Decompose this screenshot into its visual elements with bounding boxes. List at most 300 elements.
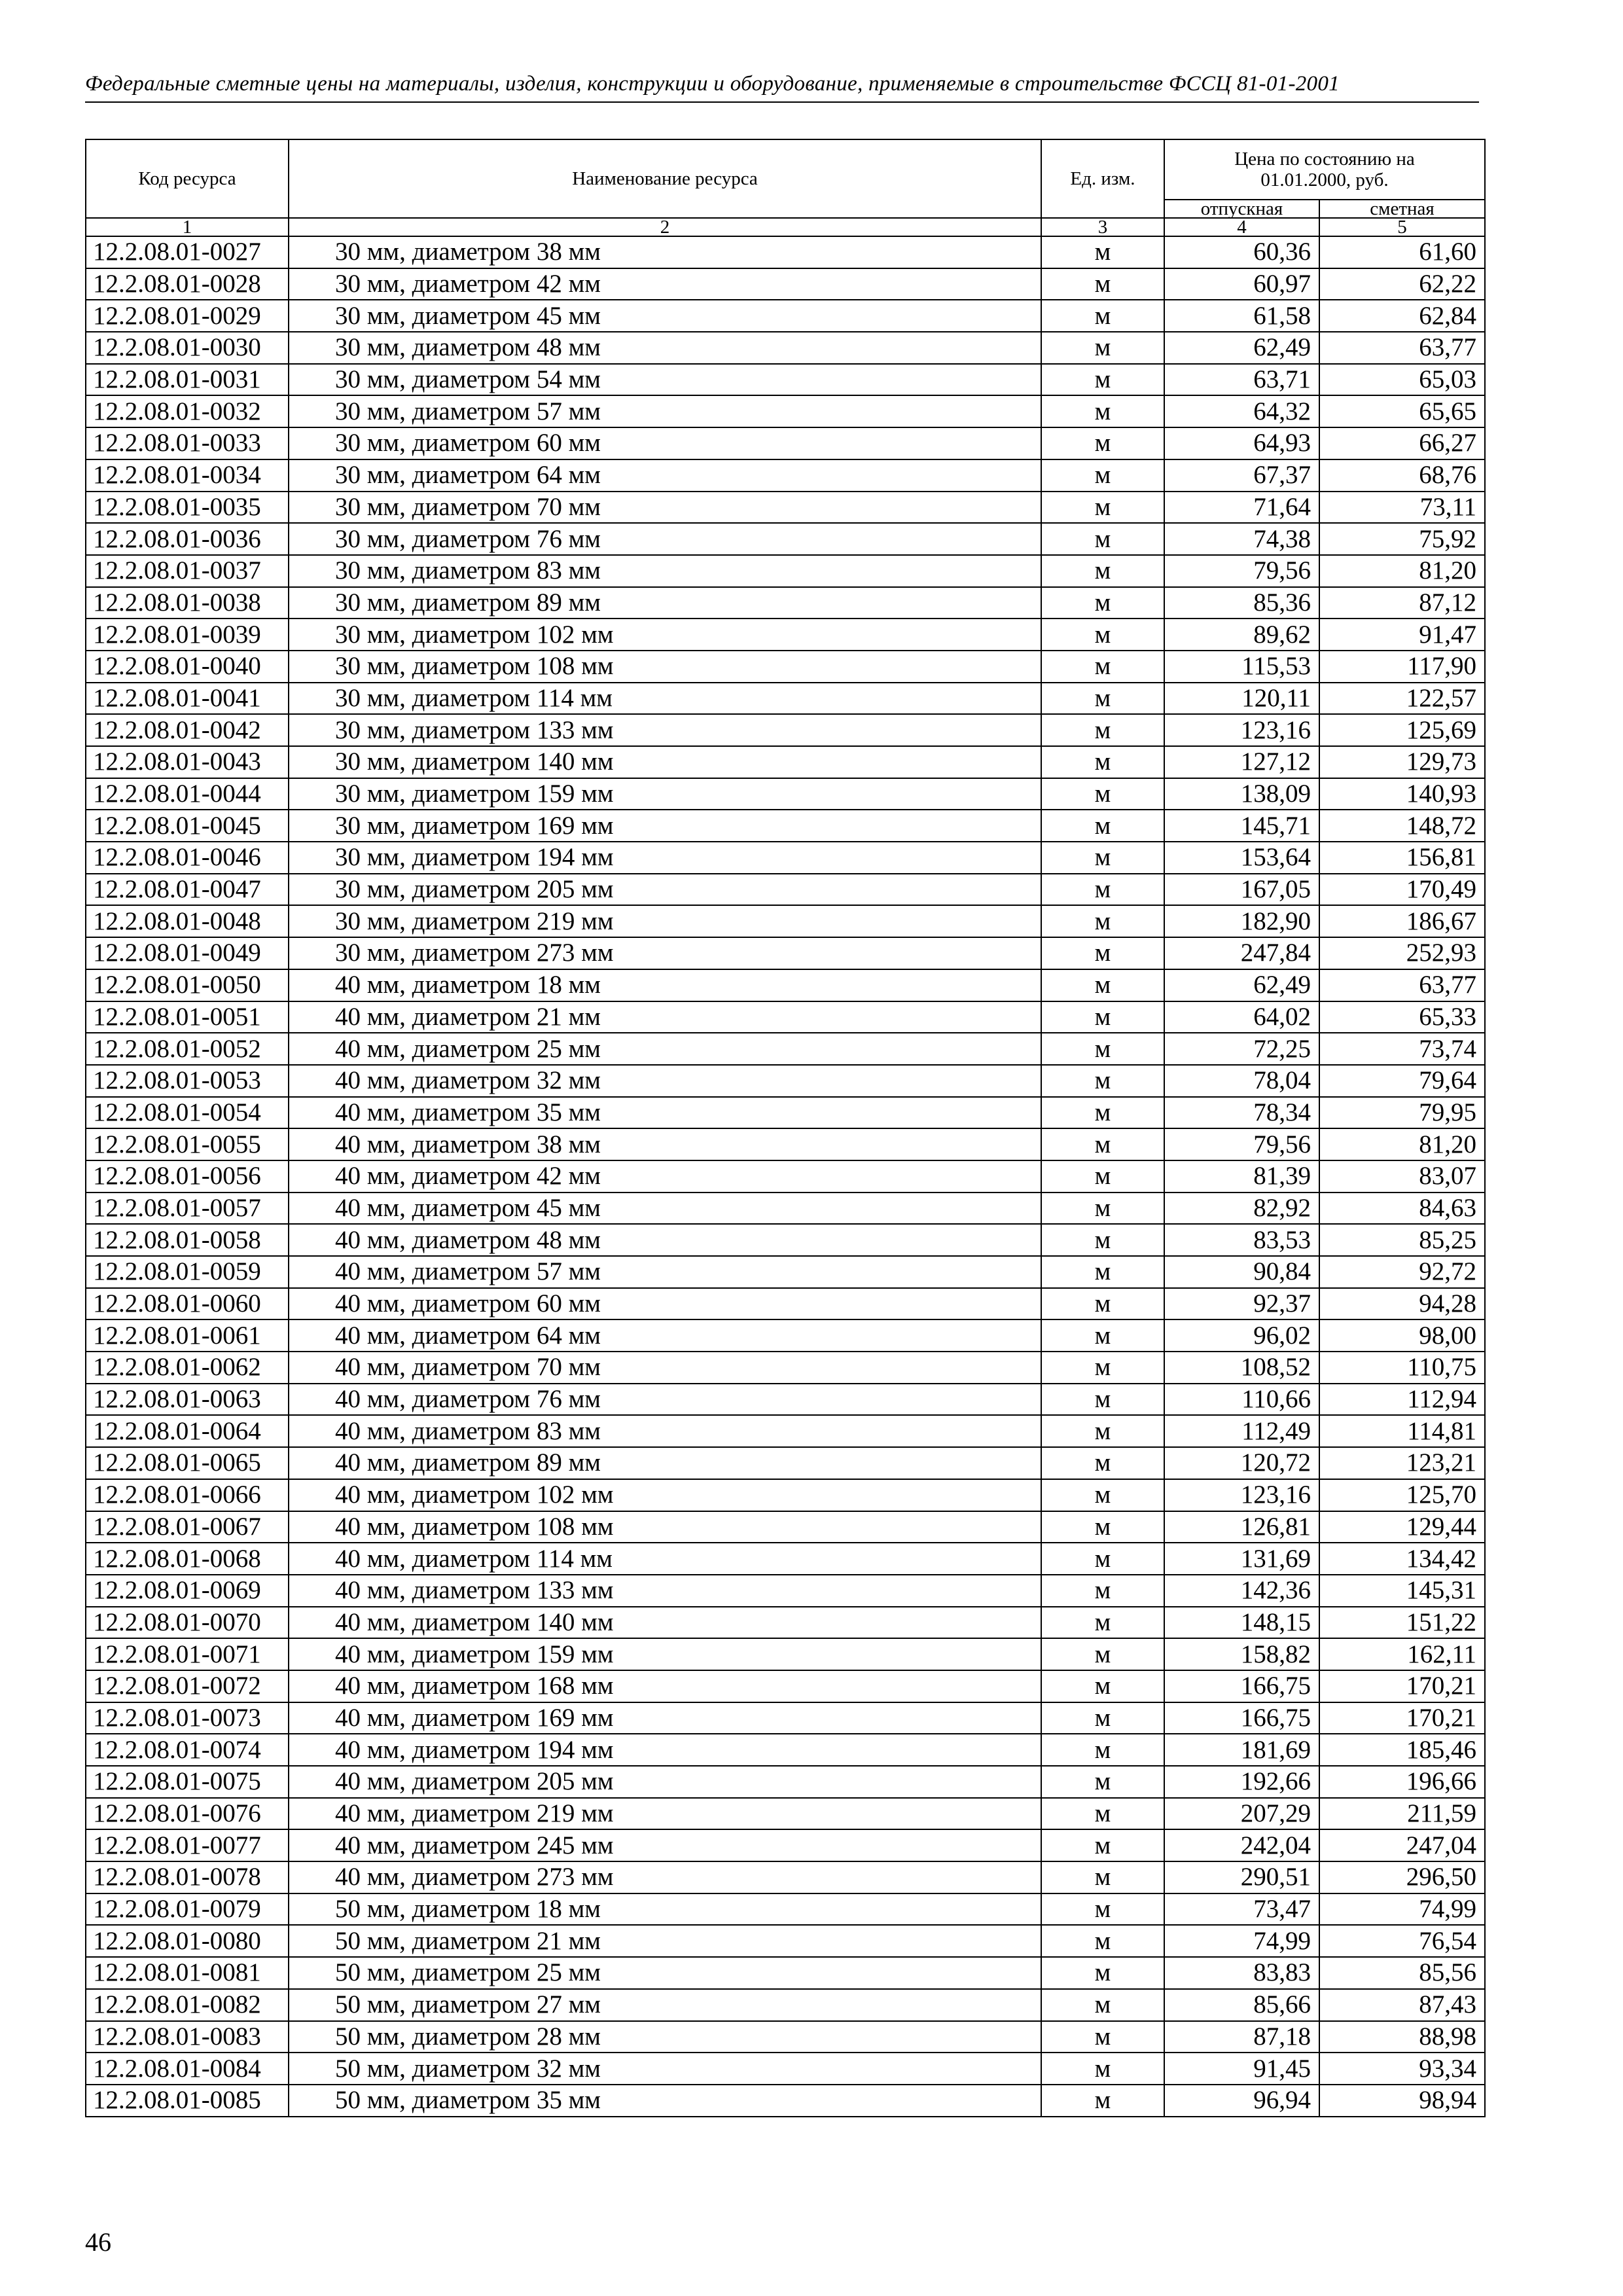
cell-release-price: 192,66 (1164, 1766, 1319, 1798)
cell-estimate-price: 125,70 (1319, 1479, 1485, 1511)
cell-name: 40 мм, диаметром 21 мм (289, 1001, 1041, 1033)
cell-estimate-price: 170,21 (1319, 1702, 1485, 1734)
cell-unit: м (1041, 1160, 1164, 1193)
cell-code: 12.2.08.01-0080 (86, 1925, 289, 1957)
cell-release-price: 85,66 (1164, 1989, 1319, 2021)
cell-estimate-price: 63,77 (1319, 969, 1485, 1001)
cell-name: 30 мм, диаметром 45 мм (289, 300, 1041, 332)
cell-estimate-price: 91,47 (1319, 619, 1485, 651)
cell-estimate-price: 186,67 (1319, 905, 1485, 937)
cell-estimate-price: 85,25 (1319, 1224, 1485, 1256)
cell-name: 40 мм, диаметром 169 мм (289, 1702, 1041, 1734)
cell-release-price: 64,93 (1164, 427, 1319, 459)
header-unit: Ед. изм. (1041, 139, 1164, 218)
cell-release-price: 67,37 (1164, 459, 1319, 492)
cell-unit: м (1041, 1829, 1164, 1861)
cell-estimate-price: 87,12 (1319, 587, 1485, 619)
cell-release-price: 290,51 (1164, 1861, 1319, 1893)
cell-code: 12.2.08.01-0037 (86, 555, 289, 587)
cell-name: 40 мм, диаметром 48 мм (289, 1224, 1041, 1256)
table-row (86, 236, 1485, 268)
cell-code: 12.2.08.01-0071 (86, 1638, 289, 1670)
table-row (86, 1128, 1485, 1160)
cell-release-price: 148,15 (1164, 1607, 1319, 1639)
cell-name: 30 мм, диаметром 54 мм (289, 364, 1041, 396)
column-number: 1 (86, 218, 289, 236)
cell-code: 12.2.08.01-0079 (86, 1893, 289, 1926)
table-row (86, 2021, 1485, 2053)
cell-release-price: 72,25 (1164, 1033, 1319, 1065)
cell-code: 12.2.08.01-0045 (86, 810, 289, 842)
cell-name: 40 мм, диаметром 38 мм (289, 1128, 1041, 1160)
cell-code: 12.2.08.01-0052 (86, 1033, 289, 1065)
column-number: 3 (1041, 218, 1164, 236)
cell-unit: м (1041, 1352, 1164, 1384)
table-row (86, 746, 1485, 778)
cell-unit: м (1041, 1384, 1164, 1416)
cell-name: 40 мм, диаметром 273 мм (289, 1861, 1041, 1893)
cell-estimate-price: 129,73 (1319, 746, 1485, 778)
cell-release-price: 90,84 (1164, 1256, 1319, 1288)
cell-release-price: 153,64 (1164, 842, 1319, 874)
cell-name: 30 мм, диаметром 38 мм (289, 236, 1041, 268)
cell-code: 12.2.08.01-0055 (86, 1128, 289, 1160)
header-estimate-price: сметная (1319, 200, 1485, 218)
cell-estimate-price: 62,22 (1319, 268, 1485, 300)
cell-code: 12.2.08.01-0065 (86, 1447, 289, 1479)
cell-release-price: 166,75 (1164, 1670, 1319, 1702)
cell-name: 40 мм, диаметром 32 мм (289, 1065, 1041, 1097)
table-row (86, 1193, 1485, 1225)
cell-name: 50 мм, диаметром 18 мм (289, 1893, 1041, 1926)
table-row (86, 1638, 1485, 1670)
cell-name: 30 мм, диаметром 102 мм (289, 619, 1041, 651)
table-row (86, 1925, 1485, 1957)
cell-name: 30 мм, диаметром 60 мм (289, 427, 1041, 459)
table-row (86, 1511, 1485, 1543)
cell-estimate-price: 123,21 (1319, 1447, 1485, 1479)
table-row (86, 683, 1485, 715)
cell-estimate-price: 122,57 (1319, 683, 1485, 715)
cell-unit: м (1041, 714, 1164, 746)
table-row (86, 1479, 1485, 1511)
cell-code: 12.2.08.01-0062 (86, 1352, 289, 1384)
cell-release-price: 120,72 (1164, 1447, 1319, 1479)
cell-release-price: 166,75 (1164, 1702, 1319, 1734)
cell-name: 40 мм, диаметром 76 мм (289, 1384, 1041, 1416)
table-row (86, 1575, 1485, 1607)
cell-unit: м (1041, 1670, 1164, 1702)
cell-unit: м (1041, 1447, 1164, 1479)
cell-name: 40 мм, диаметром 140 мм (289, 1607, 1041, 1639)
cell-unit: м (1041, 1798, 1164, 1830)
cell-unit: м (1041, 905, 1164, 937)
cell-name: 40 мм, диаметром 102 мм (289, 1479, 1041, 1511)
cell-unit: м (1041, 842, 1164, 874)
table-row (86, 1160, 1485, 1193)
cell-unit: м (1041, 459, 1164, 492)
cell-code: 12.2.08.01-0081 (86, 1957, 289, 1989)
cell-estimate-price: 140,93 (1319, 778, 1485, 810)
cell-release-price: 145,71 (1164, 810, 1319, 842)
cell-code: 12.2.08.01-0084 (86, 2053, 289, 2085)
table-body (86, 236, 1485, 2117)
cell-estimate-price: 252,93 (1319, 937, 1485, 969)
cell-estimate-price: 98,00 (1319, 1319, 1485, 1352)
table-row (86, 619, 1485, 651)
cell-release-price: 61,58 (1164, 300, 1319, 332)
cell-unit: м (1041, 1415, 1164, 1447)
table-row (86, 1861, 1485, 1893)
cell-unit: м (1041, 1097, 1164, 1129)
table-row (86, 364, 1485, 396)
cell-unit: м (1041, 523, 1164, 555)
cell-name: 50 мм, диаметром 32 мм (289, 2053, 1041, 2085)
table-row (86, 1702, 1485, 1734)
cell-release-price: 142,36 (1164, 1575, 1319, 1607)
cell-code: 12.2.08.01-0032 (86, 395, 289, 427)
cell-estimate-price: 98,94 (1319, 2085, 1485, 2117)
cell-code: 12.2.08.01-0039 (86, 619, 289, 651)
cell-name: 30 мм, диаметром 48 мм (289, 332, 1041, 364)
cell-name: 40 мм, диаметром 245 мм (289, 1829, 1041, 1861)
cell-release-price: 79,56 (1164, 555, 1319, 587)
cell-name: 40 мм, диаметром 60 мм (289, 1288, 1041, 1320)
cell-estimate-price: 247,04 (1319, 1829, 1485, 1861)
cell-name: 30 мм, диаметром 64 мм (289, 459, 1041, 492)
cell-estimate-price: 73,74 (1319, 1033, 1485, 1065)
table-row (86, 1543, 1485, 1575)
cell-release-price: 60,97 (1164, 268, 1319, 300)
cell-release-price: 83,53 (1164, 1224, 1319, 1256)
cell-unit: м (1041, 1288, 1164, 1320)
cell-code: 12.2.08.01-0031 (86, 364, 289, 396)
cell-unit: м (1041, 746, 1164, 778)
table-row (86, 714, 1485, 746)
cell-release-price: 181,69 (1164, 1734, 1319, 1766)
cell-unit: м (1041, 1957, 1164, 1989)
cell-release-price: 73,47 (1164, 1893, 1319, 1926)
cell-unit: м (1041, 1193, 1164, 1225)
cell-estimate-price: 92,72 (1319, 1256, 1485, 1288)
cell-release-price: 167,05 (1164, 874, 1319, 906)
cell-release-price: 74,99 (1164, 1925, 1319, 1957)
cell-name: 30 мм, диаметром 205 мм (289, 874, 1041, 906)
table-row (86, 1670, 1485, 1702)
table-row (86, 1415, 1485, 1447)
cell-unit: м (1041, 2021, 1164, 2053)
cell-unit: м (1041, 1989, 1164, 2021)
cell-estimate-price: 75,92 (1319, 523, 1485, 555)
table-row (86, 1319, 1485, 1352)
cell-name: 30 мм, диаметром 83 мм (289, 555, 1041, 587)
cell-estimate-price: 145,31 (1319, 1575, 1485, 1607)
cell-unit: м (1041, 683, 1164, 715)
cell-estimate-price: 94,28 (1319, 1288, 1485, 1320)
cell-release-price: 242,04 (1164, 1829, 1319, 1861)
cell-name: 40 мм, диаметром 57 мм (289, 1256, 1041, 1288)
cell-estimate-price: 74,99 (1319, 1893, 1485, 1926)
cell-estimate-price: 68,76 (1319, 459, 1485, 492)
cell-name: 30 мм, диаметром 219 мм (289, 905, 1041, 937)
table-row (86, 332, 1485, 364)
cell-estimate-price: 196,66 (1319, 1766, 1485, 1798)
cell-estimate-price: 88,98 (1319, 2021, 1485, 2053)
cell-unit: м (1041, 2053, 1164, 2085)
cell-release-price: 89,62 (1164, 619, 1319, 651)
cell-code: 12.2.08.01-0069 (86, 1575, 289, 1607)
cell-name: 30 мм, диаметром 42 мм (289, 268, 1041, 300)
table-row (86, 1829, 1485, 1861)
cell-estimate-price: 81,20 (1319, 1128, 1485, 1160)
cell-code: 12.2.08.01-0083 (86, 2021, 289, 2053)
cell-code: 12.2.08.01-0047 (86, 874, 289, 906)
cell-estimate-price: 134,42 (1319, 1543, 1485, 1575)
cell-code: 12.2.08.01-0044 (86, 778, 289, 810)
cell-name: 40 мм, диаметром 108 мм (289, 1511, 1041, 1543)
table-row (86, 1734, 1485, 1766)
cell-release-price: 64,02 (1164, 1001, 1319, 1033)
cell-code: 12.2.08.01-0053 (86, 1065, 289, 1097)
cell-name: 30 мм, диаметром 194 мм (289, 842, 1041, 874)
cell-code: 12.2.08.01-0033 (86, 427, 289, 459)
cell-name: 50 мм, диаметром 35 мм (289, 2085, 1041, 2117)
cell-name: 30 мм, диаметром 169 мм (289, 810, 1041, 842)
cell-unit: м (1041, 619, 1164, 651)
cell-estimate-price: 148,72 (1319, 810, 1485, 842)
cell-code: 12.2.08.01-0074 (86, 1734, 289, 1766)
cell-name: 40 мм, диаметром 219 мм (289, 1798, 1041, 1830)
table-row (86, 1065, 1485, 1097)
cell-code: 12.2.08.01-0030 (86, 332, 289, 364)
cell-estimate-price: 162,11 (1319, 1638, 1485, 1670)
cell-unit: м (1041, 1702, 1164, 1734)
cell-name: 30 мм, диаметром 89 мм (289, 587, 1041, 619)
table-row (86, 492, 1485, 524)
cell-name: 40 мм, диаметром 83 мм (289, 1415, 1041, 1447)
cell-code: 12.2.08.01-0051 (86, 1001, 289, 1033)
cell-estimate-price: 93,34 (1319, 2053, 1485, 2085)
cell-unit: м (1041, 778, 1164, 810)
table-row (86, 2085, 1485, 2117)
table-row (86, 427, 1485, 459)
cell-unit: м (1041, 492, 1164, 524)
table-row (86, 1001, 1485, 1033)
cell-release-price: 74,38 (1164, 523, 1319, 555)
cell-code: 12.2.08.01-0060 (86, 1288, 289, 1320)
cell-code: 12.2.08.01-0070 (86, 1607, 289, 1639)
cell-unit: м (1041, 810, 1164, 842)
cell-unit: м (1041, 1766, 1164, 1798)
cell-name: 30 мм, диаметром 133 мм (289, 714, 1041, 746)
cell-estimate-price: 79,64 (1319, 1065, 1485, 1097)
cell-estimate-price: 83,07 (1319, 1160, 1485, 1193)
cell-estimate-price: 66,27 (1319, 427, 1485, 459)
cell-release-price: 62,49 (1164, 332, 1319, 364)
cell-release-price: 247,84 (1164, 937, 1319, 969)
cell-code: 12.2.08.01-0028 (86, 268, 289, 300)
cell-unit: м (1041, 1256, 1164, 1288)
table-row (86, 842, 1485, 874)
cell-name: 40 мм, диаметром 133 мм (289, 1575, 1041, 1607)
cell-unit: м (1041, 1224, 1164, 1256)
cell-name: 30 мм, диаметром 140 мм (289, 746, 1041, 778)
cell-code: 12.2.08.01-0067 (86, 1511, 289, 1543)
cell-estimate-price: 125,69 (1319, 714, 1485, 746)
cell-code: 12.2.08.01-0041 (86, 683, 289, 715)
cell-estimate-price: 114,81 (1319, 1415, 1485, 1447)
cell-unit: м (1041, 332, 1164, 364)
table-row (86, 937, 1485, 969)
column-number: 2 (289, 218, 1041, 236)
cell-name: 40 мм, диаметром 89 мм (289, 1447, 1041, 1479)
cell-unit: м (1041, 1319, 1164, 1352)
cell-name: 40 мм, диаметром 64 мм (289, 1319, 1041, 1352)
cell-release-price: 207,29 (1164, 1798, 1319, 1830)
cell-unit: м (1041, 937, 1164, 969)
table-row (86, 874, 1485, 906)
cell-code: 12.2.08.01-0077 (86, 1829, 289, 1861)
cell-unit: м (1041, 1033, 1164, 1065)
cell-code: 12.2.08.01-0059 (86, 1256, 289, 1288)
cell-code: 12.2.08.01-0029 (86, 300, 289, 332)
cell-estimate-price: 156,81 (1319, 842, 1485, 874)
cell-name: 30 мм, диаметром 159 мм (289, 778, 1041, 810)
column-number: 4 (1164, 218, 1319, 236)
cell-code: 12.2.08.01-0082 (86, 1989, 289, 2021)
cell-name: 30 мм, диаметром 108 мм (289, 651, 1041, 683)
cell-code: 12.2.08.01-0054 (86, 1097, 289, 1129)
table-row (86, 1384, 1485, 1416)
cell-unit: м (1041, 969, 1164, 1001)
cell-estimate-price: 87,43 (1319, 1989, 1485, 2021)
cell-release-price: 96,94 (1164, 2085, 1319, 2117)
cell-code: 12.2.08.01-0068 (86, 1543, 289, 1575)
cell-code: 12.2.08.01-0076 (86, 1798, 289, 1830)
cell-release-price: 63,71 (1164, 364, 1319, 396)
cell-estimate-price: 117,90 (1319, 651, 1485, 683)
cell-estimate-price: 170,49 (1319, 874, 1485, 906)
cell-code: 12.2.08.01-0040 (86, 651, 289, 683)
cell-release-price: 126,81 (1164, 1511, 1319, 1543)
cell-name: 30 мм, диаметром 57 мм (289, 395, 1041, 427)
cell-release-price: 60,36 (1164, 236, 1319, 268)
cell-name: 50 мм, диаметром 27 мм (289, 1989, 1041, 2021)
column-number: 5 (1319, 218, 1485, 236)
cell-unit: м (1041, 587, 1164, 619)
table-row (86, 1957, 1485, 1989)
table-row (86, 1893, 1485, 1926)
cell-unit: м (1041, 555, 1164, 587)
cell-unit: м (1041, 1065, 1164, 1097)
table-row (86, 1224, 1485, 1256)
cell-estimate-price: 170,21 (1319, 1670, 1485, 1702)
header-name: Наименование ресурса (289, 139, 1041, 218)
cell-unit: м (1041, 651, 1164, 683)
table-row (86, 523, 1485, 555)
table-row (86, 395, 1485, 427)
table-row (86, 1256, 1485, 1288)
cell-estimate-price: 61,60 (1319, 236, 1485, 268)
cell-code: 12.2.08.01-0066 (86, 1479, 289, 1511)
cell-release-price: 112,49 (1164, 1415, 1319, 1447)
cell-unit: м (1041, 268, 1164, 300)
cell-code: 12.2.08.01-0027 (86, 236, 289, 268)
cell-release-price: 78,04 (1164, 1065, 1319, 1097)
cell-release-price: 127,12 (1164, 746, 1319, 778)
cell-code: 12.2.08.01-0038 (86, 587, 289, 619)
table-row (86, 969, 1485, 1001)
table-row (86, 2053, 1485, 2085)
cell-name: 30 мм, диаметром 76 мм (289, 523, 1041, 555)
table-row (86, 1033, 1485, 1065)
cell-estimate-price: 79,95 (1319, 1097, 1485, 1129)
cell-estimate-price: 129,44 (1319, 1511, 1485, 1543)
cell-unit: м (1041, 2085, 1164, 2117)
cell-code: 12.2.08.01-0072 (86, 1670, 289, 1702)
cell-release-price: 79,56 (1164, 1128, 1319, 1160)
cell-code: 12.2.08.01-0064 (86, 1415, 289, 1447)
cell-release-price: 78,34 (1164, 1097, 1319, 1129)
cell-release-price: 110,66 (1164, 1384, 1319, 1416)
cell-release-price: 108,52 (1164, 1352, 1319, 1384)
cell-code: 12.2.08.01-0049 (86, 937, 289, 969)
cell-unit: м (1041, 1861, 1164, 1893)
cell-unit: м (1041, 1479, 1164, 1511)
cell-code: 12.2.08.01-0050 (86, 969, 289, 1001)
cell-name: 40 мм, диаметром 25 мм (289, 1033, 1041, 1065)
cell-name: 40 мм, диаметром 114 мм (289, 1543, 1041, 1575)
cell-release-price: 87,18 (1164, 2021, 1319, 2053)
cell-code: 12.2.08.01-0058 (86, 1224, 289, 1256)
cell-name: 30 мм, диаметром 114 мм (289, 683, 1041, 715)
cell-release-price: 131,69 (1164, 1543, 1319, 1575)
cell-code: 12.2.08.01-0046 (86, 842, 289, 874)
cell-release-price: 62,49 (1164, 969, 1319, 1001)
cell-release-price: 64,32 (1164, 395, 1319, 427)
cell-estimate-price: 151,22 (1319, 1607, 1485, 1639)
cell-unit: м (1041, 395, 1164, 427)
cell-estimate-price: 76,54 (1319, 1925, 1485, 1957)
table-row (86, 268, 1485, 300)
cell-release-price: 138,09 (1164, 778, 1319, 810)
cell-name: 40 мм, диаметром 159 мм (289, 1638, 1041, 1670)
cell-estimate-price: 85,56 (1319, 1957, 1485, 1989)
cell-code: 12.2.08.01-0073 (86, 1702, 289, 1734)
cell-unit: м (1041, 236, 1164, 268)
table-row (86, 778, 1485, 810)
cell-estimate-price: 73,11 (1319, 492, 1485, 524)
cell-release-price: 182,90 (1164, 905, 1319, 937)
cell-code: 12.2.08.01-0061 (86, 1319, 289, 1352)
cell-estimate-price: 110,75 (1319, 1352, 1485, 1384)
cell-code: 12.2.08.01-0063 (86, 1384, 289, 1416)
cell-estimate-price: 81,20 (1319, 555, 1485, 587)
cell-unit: м (1041, 364, 1164, 396)
cell-code: 12.2.08.01-0034 (86, 459, 289, 492)
table-row (86, 555, 1485, 587)
cell-name: 40 мм, диаметром 194 мм (289, 1734, 1041, 1766)
cell-release-price: 91,45 (1164, 2053, 1319, 2085)
cell-unit: м (1041, 1511, 1164, 1543)
table-row (86, 1447, 1485, 1479)
table-row (86, 300, 1485, 332)
cell-code: 12.2.08.01-0056 (86, 1160, 289, 1193)
cell-code: 12.2.08.01-0057 (86, 1193, 289, 1225)
cell-unit: м (1041, 1001, 1164, 1033)
cell-name: 40 мм, диаметром 35 мм (289, 1097, 1041, 1129)
header-release-price: отпускная (1164, 200, 1319, 218)
